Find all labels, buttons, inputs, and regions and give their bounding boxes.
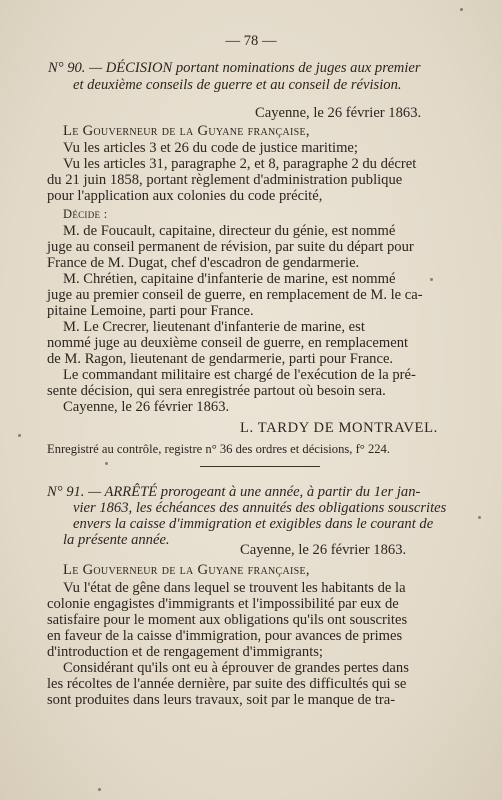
arrete-body-line: colonie engagistes d'immigrants et l'impossibilité par eux de bbox=[47, 596, 399, 612]
paper-speck bbox=[105, 462, 108, 465]
arrete-body-line: d'introduction et de rengagement d'immigrants; bbox=[47, 644, 323, 660]
decision-body-line: Vu les articles 31, paragraphe 2, et 8, paragraphe 2 du décret bbox=[63, 156, 417, 172]
decision-body-line: du 21 juin 1858, portant règlement d'administration publique bbox=[47, 172, 403, 188]
decision-body-line: Cayenne, le 26 février 1863. bbox=[63, 399, 230, 415]
arrete-dateline: Cayenne, le 26 février 1863. bbox=[240, 542, 407, 558]
decision-body-line: sente décision, qui sera enregistrée partout où besoin sera. bbox=[47, 383, 386, 399]
decision-heading-line: et deuxième conseils de guerre et au conseil de révision. bbox=[73, 77, 402, 93]
decision-body-line: France de M. Dugat, chef d'escadron de gendarmerie. bbox=[47, 255, 360, 271]
arrete-heading-line: la présente année. bbox=[63, 532, 170, 548]
paper-speck bbox=[18, 434, 21, 437]
decision-body-line: Vu les articles 3 et 26 du code de justice maritime; bbox=[63, 140, 358, 156]
decision-body-line: Décide : bbox=[63, 207, 108, 221]
paper-speck bbox=[478, 516, 481, 519]
section-divider bbox=[200, 466, 320, 467]
arrete-heading-line: N° 91. — ARRÊTÉ prorogeant à une année, à partir du 1er jan- bbox=[47, 484, 421, 500]
decision-body-line: M. de Foucault, capitaine, directeur du génie, est nommé bbox=[63, 223, 396, 239]
arrete-body-line: Vu l'état de gêne dans lequel se trouvent les habitants de la bbox=[63, 580, 406, 596]
arrete-heading-line: vier 1863, les échéances des annuités des obligations souscrites bbox=[73, 500, 447, 516]
arrete-body-line: en faveur de la caisse d'immigration, pour avances de primes bbox=[47, 628, 403, 644]
decision-body-line: M. Le Crecrer, lieutenant d'infanterie de marine, est bbox=[63, 319, 365, 335]
decision-body-line: Le Gouverneur de la Guyane française, bbox=[63, 123, 310, 139]
decision-body-line: juge au conseil permanent de révision, par suite du départ pour bbox=[47, 239, 414, 255]
arrete-body-line: Considérant qu'ils ont eu à éprouver de grandes pertes dans bbox=[63, 660, 409, 676]
arrete-heading-line: envers la caisse d'immigration et exigibles dans le courant de bbox=[73, 516, 434, 532]
arrete-body-line: les récoltes de l'année dernière, par suite des difficultés qui se bbox=[47, 676, 407, 692]
arrete-body-line: sont produites dans leurs travaux, soit par le manque de tra- bbox=[47, 692, 396, 708]
decision-body-line: Le commandant militaire est chargé de l'exécution de la pré- bbox=[63, 367, 416, 383]
paper-speck bbox=[430, 278, 433, 281]
decision-body-line: nommé juge au deuxième conseil de guerre, en remplacement bbox=[47, 335, 409, 351]
arrete-body-line: satisfaire pour le moment aux obligations qu'ils ont souscrites bbox=[47, 612, 408, 628]
paper-speck bbox=[98, 788, 101, 791]
decision-registration: Enregistré au contrôle, registre n° 36 des ordres et décisions, f° 224. bbox=[47, 442, 391, 456]
arrete-body-line: Le Gouverneur de la Guyane française, bbox=[63, 562, 310, 578]
paper-speck bbox=[460, 8, 463, 11]
decision-body-line: pour l'application aux colonies du code précité, bbox=[47, 188, 323, 204]
decision-body-line: M. Chrétien, capitaine d'infanterie de marine, est nommé bbox=[63, 271, 396, 287]
decision-body-line: juge au premier conseil de guerre, en remplacement de M. le ca- bbox=[47, 287, 423, 303]
decision-heading-line: N° 90. — DÉCISION portant nominations de juges aux premier bbox=[48, 60, 421, 76]
decision-body-line: de M. Ragon, lieutenant de gendarmerie, parti pour France. bbox=[47, 351, 394, 367]
page-number: — 78 — bbox=[225, 33, 277, 49]
decision-signature: L. TARDY DE MONTRAVEL. bbox=[240, 420, 438, 436]
decision-dateline: Cayenne, le 26 février 1863. bbox=[255, 105, 422, 121]
decision-body-line: pitaine Lemoine, parti pour France. bbox=[47, 303, 254, 319]
